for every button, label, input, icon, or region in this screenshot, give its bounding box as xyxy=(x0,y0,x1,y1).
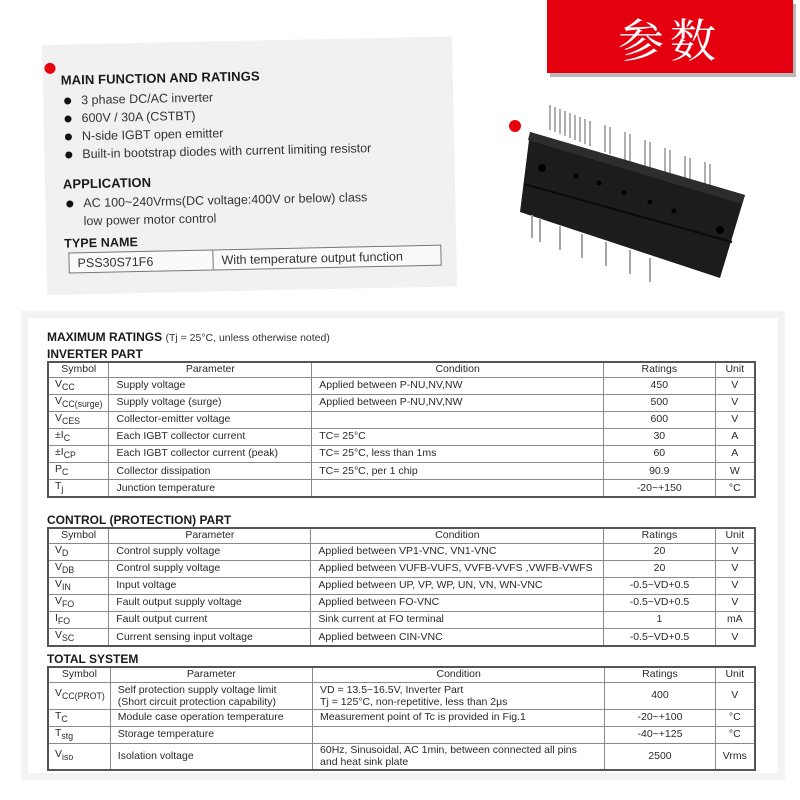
unit-cell: °C xyxy=(715,726,755,743)
main-function-heading: MAIN FUNCTION AND RATINGS xyxy=(60,68,260,88)
table-row xyxy=(48,411,755,428)
header-ratings: Ratings xyxy=(605,667,715,682)
unit-cell: Vrms xyxy=(715,743,755,770)
unit-cell: V xyxy=(715,377,755,394)
list-item: AC 100~240Vrms(DC voltage:400V or below) class xyxy=(63,188,367,212)
symbol-cell: $V_{CC}$ xyxy=(48,377,109,394)
parameter-cell: Module case operation temperature xyxy=(110,709,312,726)
parameter-cell: Supply voltage xyxy=(109,377,312,394)
table-row xyxy=(48,743,755,770)
condition-cell: VD = 13.5~16.5V, Inverter Part Tj = 125°C, non-repetitive, less than 2μs xyxy=(313,682,605,709)
condition-cell xyxy=(313,726,605,743)
condition-cell: TC= 25°C, less than 1ms xyxy=(312,445,604,462)
symbol-cell: $V_{FO}$ xyxy=(48,594,109,611)
header-unit: Unit xyxy=(715,528,755,543)
title-banner xyxy=(547,0,793,73)
symbol-cell: $V_{CC(PROT)}$ xyxy=(48,682,110,709)
condition-cell: Applied between VUFB-VUFS, VVFB-VVFS ,VWFB-VWFS xyxy=(311,560,604,577)
rating-cell: 2500 xyxy=(605,743,715,770)
header-ratings: Ratings xyxy=(604,528,715,543)
list-item: 3 phase DC/AC inverter xyxy=(61,85,370,109)
unit-cell: V xyxy=(715,628,755,646)
parameter-cell: Current sensing input voltage xyxy=(109,628,311,646)
table-row xyxy=(48,577,755,594)
parameter-cell: Self protection supply voltage limit (Short circuit protection capability) xyxy=(110,682,312,709)
header-condition: Condition xyxy=(313,667,605,682)
table-row xyxy=(48,709,755,726)
symbol-cell: $I_{FO}$ xyxy=(48,611,109,628)
symbol-cell: $T_C$ xyxy=(48,709,110,726)
unit-cell: W xyxy=(715,462,755,479)
header-condition: Condition xyxy=(312,362,604,377)
unit-cell: °C xyxy=(715,709,755,726)
condition-cell: TC= 25°C, per 1 chip xyxy=(312,462,604,479)
condition-cell: Measurement point of Tc is provided in Fig.1 xyxy=(313,709,605,726)
table-row xyxy=(48,682,755,709)
symbol-cell: $V_{SC}$ xyxy=(48,628,109,646)
rating-cell: -40~+125 xyxy=(605,726,715,743)
symbol-cell: $V_{DB}$ xyxy=(48,560,109,577)
symbol-cell: $V_{CES}$ xyxy=(48,411,109,428)
condition-cell: 60Hz, Sinusoidal, AC 1min, between connected all pins and heat sink plate xyxy=(313,743,605,770)
symbol-cell: $\pm I_{CP}$ xyxy=(48,445,109,462)
table-row xyxy=(48,445,755,462)
parameter-cell: Control supply voltage xyxy=(109,560,311,577)
control-part-title: CONTROL (PROTECTION) PART xyxy=(47,513,232,527)
header-unit: Unit xyxy=(715,362,755,377)
symbol-cell: $T_{stg}$ xyxy=(48,726,110,743)
parameter-cell: Junction temperature xyxy=(109,480,312,498)
table-row xyxy=(48,594,755,611)
unit-cell: A xyxy=(715,445,755,462)
unit-cell: V xyxy=(715,394,755,411)
rating-cell: 1 xyxy=(604,611,715,628)
parameter-cell: Collector-emitter voltage xyxy=(109,411,312,428)
rating-cell: 90.9 xyxy=(604,462,716,479)
unit-cell: A xyxy=(715,428,755,445)
red-dot-marker xyxy=(44,63,55,74)
symbol-cell: $V_D$ xyxy=(48,543,109,560)
unit-cell: V xyxy=(715,682,755,709)
type-name-value: PSS30S71F6 xyxy=(69,250,213,273)
table-row xyxy=(48,543,755,560)
rating-cell: 20 xyxy=(604,560,715,577)
rating-cell: 30 xyxy=(604,428,716,445)
table-header-row xyxy=(48,362,755,377)
feature-card xyxy=(42,36,457,295)
total-system-table xyxy=(47,666,756,771)
type-name-description: With temperature output function xyxy=(213,245,441,270)
unit-cell: V xyxy=(715,577,755,594)
header-parameter: Parameter xyxy=(109,528,311,543)
header-symbol: Symbol xyxy=(48,362,109,377)
condition-cell: Applied between P-NU,NV,NW xyxy=(312,377,604,394)
parameter-cell: Supply voltage (surge) xyxy=(109,394,312,411)
condition-cell: Applied between P-NU,NV,NW xyxy=(312,394,604,411)
symbol-cell: $V_{IN}$ xyxy=(48,577,109,594)
parameter-cell: Fault output supply voltage xyxy=(109,594,311,611)
header-parameter: Parameter xyxy=(109,362,312,377)
symbol-cell: $T_j$ xyxy=(48,480,109,498)
parameter-cell: Isolation voltage xyxy=(110,743,312,770)
sheet-title-note: (Tj = 25°C, unless otherwise noted) xyxy=(165,332,330,344)
header-unit: Unit xyxy=(715,667,755,682)
sheet-title-text: MAXIMUM RATINGS xyxy=(47,330,163,344)
list-item: 600V / 30A (CSTBT) xyxy=(61,103,370,127)
rating-cell: 600 xyxy=(604,411,716,428)
table-row xyxy=(48,480,755,498)
list-item: N-side IGBT open emitter xyxy=(62,121,371,145)
table-row xyxy=(48,560,755,577)
table-row xyxy=(48,394,755,411)
table-row xyxy=(48,726,755,743)
unit-cell: mA xyxy=(715,611,755,628)
unit-cell: V xyxy=(715,594,755,611)
rating-cell: 500 xyxy=(604,394,716,411)
symbol-cell: $\pm I_C$ xyxy=(48,428,109,445)
condition-cell: TC= 25°C xyxy=(312,428,604,445)
table-row xyxy=(48,377,755,394)
rating-cell: 400 xyxy=(605,682,715,709)
total-system-title: TOTAL SYSTEM xyxy=(47,652,139,666)
condition-cell: Sink current at FO terminal xyxy=(311,611,604,628)
rating-cell: -20~+100 xyxy=(605,709,715,726)
parameter-cell: Control supply voltage xyxy=(109,543,311,560)
list-item: Built-in bootstrap diodes with current limiting resistor xyxy=(62,139,371,163)
rating-cell: -20~+150 xyxy=(604,480,716,498)
rating-cell: -0.5~VD+0.5 xyxy=(604,594,715,611)
parameter-cell: Each IGBT collector current xyxy=(109,428,312,445)
unit-cell: °C xyxy=(715,480,755,498)
unit-cell: V xyxy=(715,411,755,428)
rating-cell: -0.5~VD+0.5 xyxy=(604,628,715,646)
control-part-table xyxy=(47,527,756,647)
max-ratings-datasheet xyxy=(28,318,778,773)
table-row xyxy=(48,611,755,628)
table-row xyxy=(48,462,755,479)
symbol-cell: $V_{CC(surge)}$ xyxy=(48,394,109,411)
parameter-cell: Each IGBT collector current (peak) xyxy=(109,445,312,462)
ipm-module-image xyxy=(510,100,795,300)
sheet-title xyxy=(47,330,330,344)
condition-cell: Applied between VP1-VNC, VN1-VNC xyxy=(311,543,604,560)
header-condition: Condition xyxy=(311,528,604,543)
header-parameter: Parameter xyxy=(110,667,312,682)
rating-cell: -0.5~VD+0.5 xyxy=(604,577,715,594)
unit-cell: V xyxy=(715,560,755,577)
condition-cell: Applied between CIN-VNC xyxy=(311,628,604,646)
parameter-cell: Storage temperature xyxy=(110,726,312,743)
rating-cell: 450 xyxy=(604,377,716,394)
banner-title: 参数 xyxy=(618,13,722,68)
symbol-cell: $V_{iso}$ xyxy=(48,743,110,770)
condition-cell: Applied between FO-VNC xyxy=(311,594,604,611)
rating-cell: 20 xyxy=(604,543,715,560)
unit-cell: V xyxy=(715,543,755,560)
header-symbol: Symbol xyxy=(48,528,109,543)
rating-cell: 60 xyxy=(604,445,716,462)
symbol-cell: $P_C$ xyxy=(48,462,109,479)
condition-cell xyxy=(312,480,604,498)
parameter-cell: Input voltage xyxy=(109,577,311,594)
table-row xyxy=(48,428,755,445)
parameter-cell: Fault output current xyxy=(109,611,311,628)
inverter-part-title: INVERTER PART xyxy=(47,347,143,361)
condition-cell: Applied between UP, VP, WP, UN, VN, WN-VNC xyxy=(311,577,604,594)
inverter-part-table xyxy=(47,361,756,498)
header-symbol: Symbol xyxy=(48,667,110,682)
list-item-continuation: low power motor control xyxy=(83,211,217,229)
parameter-cell: Collector dissipation xyxy=(109,462,312,479)
table-header-row xyxy=(48,528,755,543)
type-name-heading: TYPE NAME xyxy=(64,235,139,251)
main-function-list xyxy=(61,85,371,163)
table-row xyxy=(48,628,755,646)
application-list xyxy=(63,188,368,230)
condition-cell xyxy=(312,411,604,428)
header-ratings: Ratings xyxy=(604,362,716,377)
table-header-row xyxy=(48,667,755,682)
application-heading: APPLICATION xyxy=(62,174,152,192)
